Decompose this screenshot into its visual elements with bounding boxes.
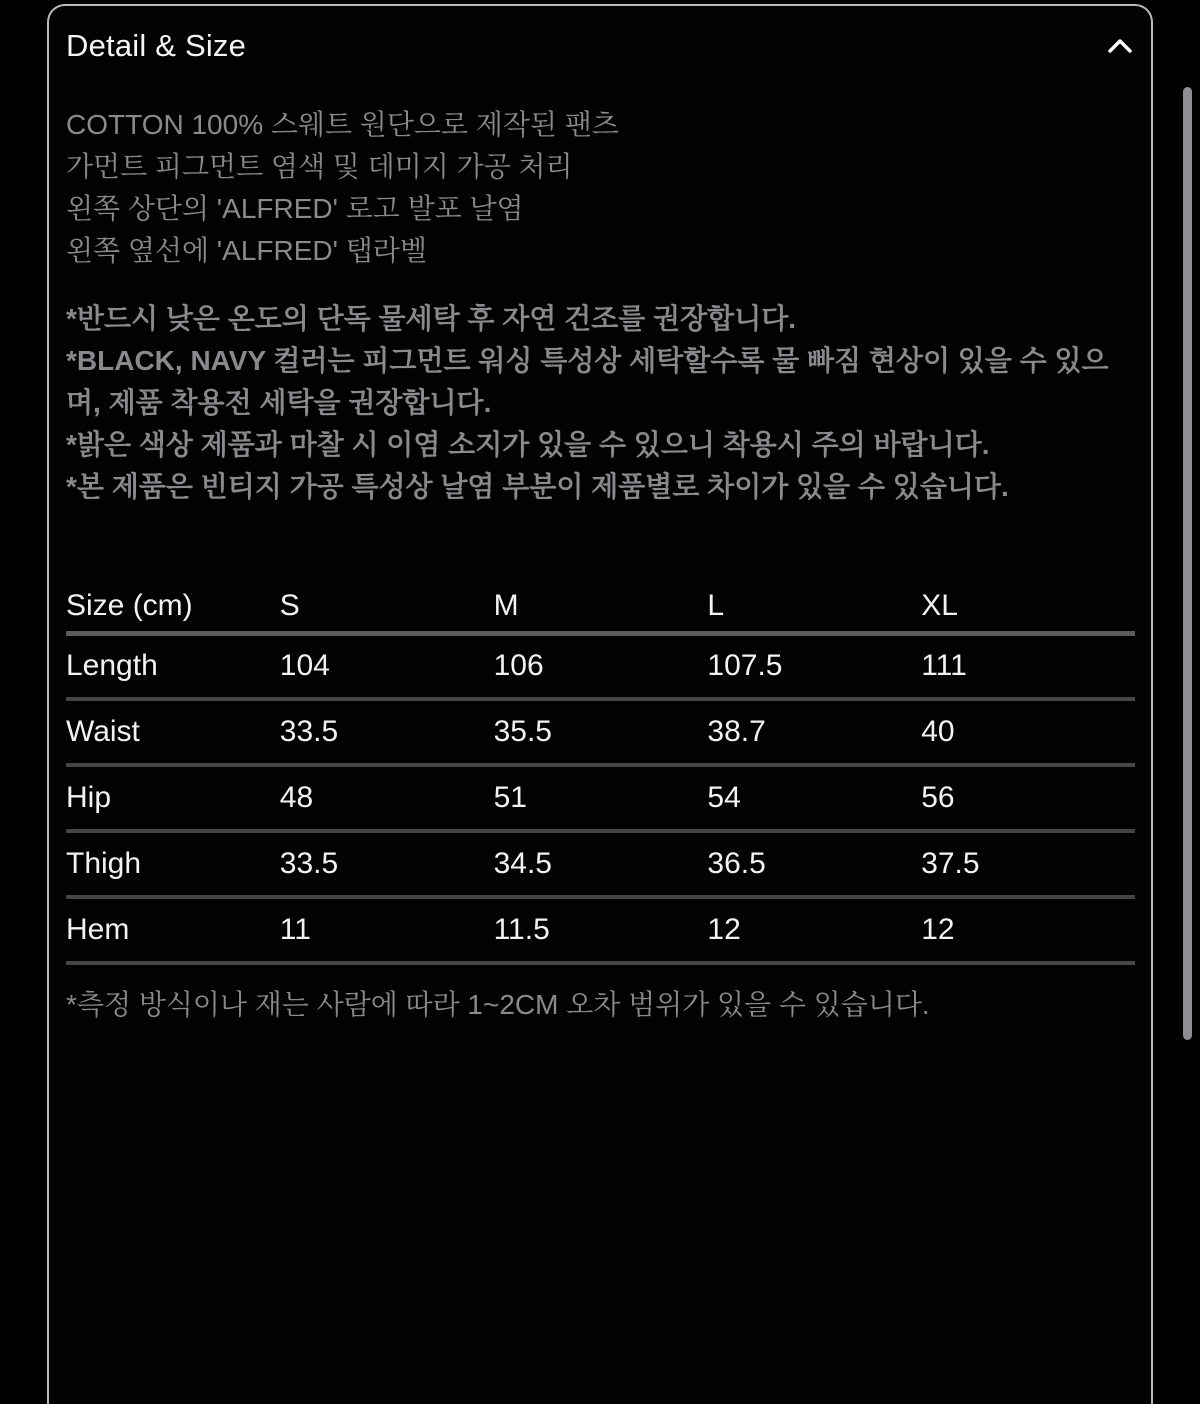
cell-value: 104 xyxy=(280,633,494,699)
size-table xyxy=(66,581,1135,965)
cell-value: 54 xyxy=(707,765,921,831)
cell-value: 111 xyxy=(921,633,1135,699)
scrollbar-thumb[interactable] xyxy=(1183,87,1192,1040)
cell-value: 106 xyxy=(494,633,708,699)
table-row-length xyxy=(66,633,1135,699)
cell-value: 35.5 xyxy=(494,699,708,765)
cell-value: 48 xyxy=(280,765,494,831)
size-column-xl: XL xyxy=(921,581,1135,633)
cell-value: 56 xyxy=(921,765,1135,831)
cell-value: 107.5 xyxy=(707,633,921,699)
size-table-header-row xyxy=(66,581,1135,633)
cell-value: 12 xyxy=(921,897,1135,963)
description-line: 왼쪽 상단의 'ALFRED' 로고 발포 날염 xyxy=(66,193,524,224)
row-label: Hem xyxy=(66,897,280,963)
cell-value: 38.7 xyxy=(707,699,921,765)
warning-line: *밝은 색상 제품과 마찰 시 이염 소지가 있을 수 있으니 착용시 주의 바랍니다. xyxy=(66,429,990,460)
description-line: COTTON 100% 스웨트 원단으로 제작된 팬츠 xyxy=(66,109,619,140)
warning-line: *BLACK, NAVY 컬러는 피그먼트 워싱 특성상 세탁할수록 물 빠짐 현상이 있을 수 있으며, 제품 착용전 세탁을 권장합니다. xyxy=(66,345,1109,418)
measurement-note: *측정 방식이나 재는 사람에 따라 1~2CM 오차 범위가 있을 수 있습니다. xyxy=(66,989,930,1020)
cell-value: 34.5 xyxy=(494,831,708,897)
cell-value: 37.5 xyxy=(921,831,1135,897)
care-warnings xyxy=(66,298,1135,508)
table-row-hip xyxy=(66,765,1135,831)
row-label: Length xyxy=(66,633,280,699)
cell-value: 36.5 xyxy=(707,831,921,897)
cell-value: 40 xyxy=(921,699,1135,765)
detail-size-panel xyxy=(47,4,1153,1404)
panel-header[interactable] xyxy=(66,28,1135,64)
cell-value: 51 xyxy=(494,765,708,831)
product-description xyxy=(66,104,1135,272)
size-column-l: L xyxy=(707,581,921,633)
warning-line: *반드시 낮은 온도의 단독 물세탁 후 자연 건조를 권장합니다. xyxy=(66,303,797,334)
cell-value: 11 xyxy=(280,897,494,963)
cell-value: 33.5 xyxy=(280,831,494,897)
description-line: 가먼트 피그먼트 염색 및 데미지 가공 처리 xyxy=(66,151,573,182)
table-row-hem xyxy=(66,897,1135,963)
table-row-waist xyxy=(66,699,1135,765)
panel-title: Detail & Size xyxy=(66,28,247,63)
chevron-up-icon[interactable] xyxy=(1107,37,1133,55)
cell-value: 12 xyxy=(707,897,921,963)
size-column-s: S xyxy=(280,581,494,633)
row-label: Hip xyxy=(66,765,280,831)
row-label: Waist xyxy=(66,699,280,765)
size-column-m: M xyxy=(494,581,708,633)
description-line: 왼쪽 옆선에 'ALFRED' 탭라벨 xyxy=(66,235,427,266)
table-row-thigh xyxy=(66,831,1135,897)
size-table-unit-header: Size (cm) xyxy=(66,581,280,633)
row-label: Thigh xyxy=(66,831,280,897)
cell-value: 11.5 xyxy=(494,897,708,963)
cell-value: 33.5 xyxy=(280,699,494,765)
warning-line: *본 제품은 빈티지 가공 특성상 날염 부분이 제품별로 차이가 있을 수 있습니다. xyxy=(66,471,1009,502)
